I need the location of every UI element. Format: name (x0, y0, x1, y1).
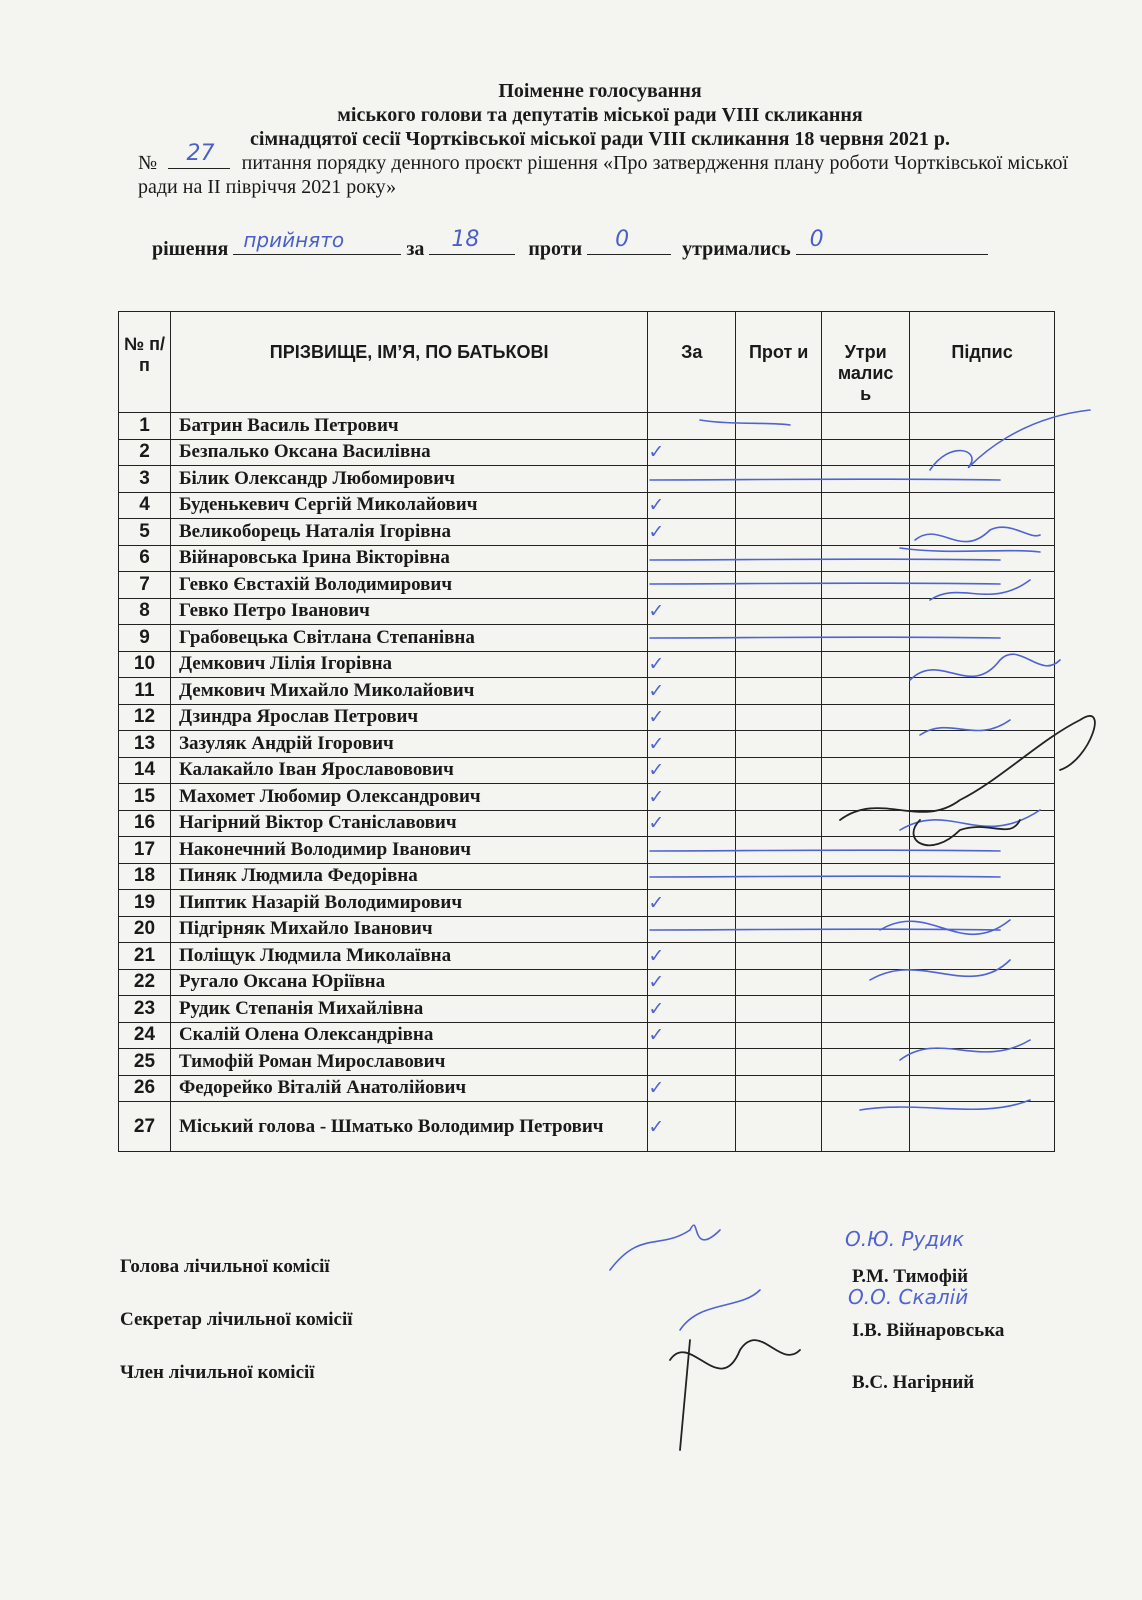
signature-cell (910, 651, 1055, 678)
member-name: Федорейко Віталій Анатолійович (170, 1075, 647, 1102)
row-number: 8 (119, 598, 171, 625)
vote-against-cell (736, 519, 822, 546)
row-number: 6 (119, 545, 171, 572)
row-number: 7 (119, 572, 171, 599)
member-name: Білик Олександр Любомирович (170, 466, 647, 493)
column-header-for: За (648, 312, 736, 413)
member-name: Наконечний Володимир Іванович (170, 837, 647, 864)
commission-member-label: Член лічильної комісії (120, 1362, 315, 1383)
commission-chair-name: Р.М. Тимофій (852, 1266, 969, 1287)
vote-abstained-cell (822, 625, 910, 652)
vote-against-cell (736, 413, 822, 440)
signature-cell (910, 439, 1055, 466)
member-name: Калакайло Іван Ярославовович (170, 757, 647, 784)
vote-against-cell (736, 651, 822, 678)
row-number: 9 (119, 625, 171, 652)
member-name: Рудик Степанія Михайлівна (170, 996, 647, 1023)
signature-cell (910, 863, 1055, 890)
vote-against-cell (736, 916, 822, 943)
question-number-field (168, 141, 230, 169)
vote-against-cell (736, 625, 822, 652)
member-name: Ругало Оксана Юріївна (170, 969, 647, 996)
row-number: 18 (119, 863, 171, 890)
signature-cell (910, 810, 1055, 837)
member-name: Великоборець Наталія Ігорівна (170, 519, 647, 546)
table-row (119, 545, 1055, 572)
vote-for-cell (648, 837, 736, 864)
vote-against-cell (736, 837, 822, 864)
row-number: 3 (119, 466, 171, 493)
member-name: Грабовецька Світлана Степанівна (170, 625, 647, 652)
for-label: за (406, 238, 425, 260)
signature-cell (910, 837, 1055, 864)
table-row (119, 598, 1055, 625)
signature-cell (910, 519, 1055, 546)
agenda-question (138, 141, 1069, 199)
commission-secretary-name: І.В. Війнаровська (852, 1320, 1005, 1341)
signature-cell (910, 757, 1055, 784)
vote-for-cell: ✓ (648, 651, 736, 678)
table-row (119, 1075, 1055, 1102)
vote-abstained-cell (822, 598, 910, 625)
vote-for-cell: ✓ (648, 757, 736, 784)
vote-against-cell (736, 969, 822, 996)
table-row (119, 969, 1055, 996)
vote-for-cell: ✓ (648, 810, 736, 837)
row-number: 26 (119, 1075, 171, 1102)
against-field (587, 227, 671, 255)
member-name: Демкович Михайло Миколайович (170, 678, 647, 705)
signature-cell (910, 890, 1055, 917)
vote-for-cell (648, 545, 736, 572)
table-row (119, 651, 1055, 678)
vote-against-cell (736, 890, 822, 917)
vote-against-cell (736, 678, 822, 705)
chair-handwritten-initials: О.Ю. Рудик (845, 1227, 965, 1251)
vote-abstained-cell (822, 731, 910, 758)
table-row (119, 1022, 1055, 1049)
vote-abstained-cell (822, 837, 910, 864)
vote-against-cell (736, 572, 822, 599)
member-name: Гевко Петро Іванович (170, 598, 647, 625)
member-name: Нагірний Віктор Станіславович (170, 810, 647, 837)
against-label: проти (528, 238, 583, 260)
member-name: Махомет Любомир Олександрович (170, 784, 647, 811)
vote-against-cell (736, 784, 822, 811)
table-row (119, 863, 1055, 890)
vote-abstained-cell (822, 757, 910, 784)
vote-abstained-cell (822, 1022, 910, 1049)
vote-for-cell (648, 863, 736, 890)
row-number: 24 (119, 1022, 171, 1049)
column-header-against: Прот и (736, 312, 822, 413)
table-row (119, 678, 1055, 705)
table-row (119, 996, 1055, 1023)
vote-abstained-cell (822, 439, 910, 466)
vote-for-cell: ✓ (648, 678, 736, 705)
vote-for-cell (648, 625, 736, 652)
table-row (119, 943, 1055, 970)
member-name: Поліщук Людмила Миколаївна (170, 943, 647, 970)
signature-cell (910, 731, 1055, 758)
vote-abstained-cell (822, 916, 910, 943)
signature-scribble (670, 1340, 800, 1450)
member-name: Батрин Василь Петрович (170, 413, 647, 440)
member-name: Зазуляк Андрій Ігорович (170, 731, 647, 758)
vote-for-cell: ✓ (648, 439, 736, 466)
vote-abstained-cell (822, 969, 910, 996)
vote-for-cell: ✓ (648, 996, 736, 1023)
vote-against-cell (736, 1075, 822, 1102)
vote-against-cell (736, 1022, 822, 1049)
vote-for-cell (648, 413, 736, 440)
signature-cell (910, 678, 1055, 705)
voting-table (118, 311, 1055, 1152)
member-name: Пиняк Людмила Федорівна (170, 863, 647, 890)
signature-scribble (610, 1225, 720, 1270)
table-row (119, 731, 1055, 758)
signature-cell (910, 625, 1055, 652)
signature-cell (910, 704, 1055, 731)
row-number: 15 (119, 784, 171, 811)
vote-for-cell: ✓ (648, 519, 736, 546)
signature-cell (910, 1022, 1055, 1049)
row-number: 22 (119, 969, 171, 996)
signature-cell (910, 784, 1055, 811)
signature-cell (910, 413, 1055, 440)
vote-against-cell (736, 598, 822, 625)
table-row (119, 810, 1055, 837)
vote-for-cell: ✓ (648, 598, 736, 625)
row-number: 2 (119, 439, 171, 466)
vote-for-cell: ✓ (648, 704, 736, 731)
vote-for-cell: ✓ (648, 1102, 736, 1152)
vote-abstained-cell (822, 492, 910, 519)
member-name: Дзиндра Ярослав Петрович (170, 704, 647, 731)
column-header-number: № п/п (119, 312, 171, 413)
signature-cell (910, 572, 1055, 599)
vote-against-cell (736, 1049, 822, 1076)
vote-for-cell: ✓ (648, 890, 736, 917)
signature-cell (910, 1075, 1055, 1102)
member-name: Демкович Лілія Ігорівна (170, 651, 647, 678)
vote-for-cell: ✓ (648, 492, 736, 519)
table-row (119, 439, 1055, 466)
vote-for-cell: ✓ (648, 784, 736, 811)
member-name: Буденькевич Сергій Миколайович (170, 492, 647, 519)
vote-for-cell (648, 572, 736, 599)
table-row (119, 916, 1055, 943)
row-number: 10 (119, 651, 171, 678)
member-name: Тимофій Роман Мирославович (170, 1049, 647, 1076)
vote-against-cell (736, 863, 822, 890)
vote-against-cell (736, 1102, 822, 1152)
vote-abstained-cell (822, 863, 910, 890)
vote-for-cell (648, 916, 736, 943)
member-name: Гевко Євстахій Володимирович (170, 572, 647, 599)
signature-cell (910, 1102, 1055, 1152)
commission-chair-label: Голова лічильної комісії (120, 1256, 330, 1277)
table-row (119, 413, 1055, 440)
vote-for-cell (648, 466, 736, 493)
signature-cell (910, 916, 1055, 943)
vote-against-cell (736, 943, 822, 970)
table-row (119, 625, 1055, 652)
table-row (119, 784, 1055, 811)
vote-abstained-cell (822, 943, 910, 970)
row-number: 14 (119, 757, 171, 784)
signature-cell (910, 545, 1055, 572)
vote-abstained-cell (822, 413, 910, 440)
signature-cell (910, 492, 1055, 519)
commission-secretary-label: Секретар лічильної комісії (120, 1309, 353, 1330)
vote-against-cell (736, 492, 822, 519)
vote-abstained-cell (822, 519, 910, 546)
table-row (119, 1049, 1055, 1076)
table-row (119, 466, 1055, 493)
row-number: 5 (119, 519, 171, 546)
vote-for-cell: ✓ (648, 1075, 736, 1102)
session-line: сімнадцятої сесії Чортківської міської ради VIII скликання 18 червня 2021 р. (250, 128, 950, 150)
commission-signatures-blue (610, 1225, 760, 1330)
member-name: Підгірняк Михайло Іванович (170, 916, 647, 943)
vote-against-cell (736, 810, 822, 837)
signature-scribble (680, 1290, 760, 1330)
decision-line (152, 227, 988, 261)
column-header-signature: Підпис (910, 312, 1055, 413)
vote-for-cell: ✓ (648, 943, 736, 970)
row-number: 16 (119, 810, 171, 837)
vote-abstained-cell (822, 1049, 910, 1076)
signature-cell (910, 996, 1055, 1023)
column-header-name: ПРІЗВИЩЕ, ІМ’Я, ПО БАТЬКОВІ (170, 312, 647, 413)
row-number: 4 (119, 492, 171, 519)
row-number: 20 (119, 916, 171, 943)
signature-cell (910, 969, 1055, 996)
decision-value: прийнято (243, 228, 345, 252)
table-row (119, 1102, 1055, 1152)
vote-abstained-cell (822, 545, 910, 572)
for-field (429, 227, 515, 255)
abstained-label: утримались (682, 238, 791, 260)
column-header-abstained: Утри малис ь (822, 312, 910, 413)
vote-abstained-cell (822, 996, 910, 1023)
secretary-handwritten-initials: О.О. Скалій (848, 1285, 969, 1309)
row-number: 1 (119, 413, 171, 440)
vote-abstained-cell (822, 890, 910, 917)
vote-against-cell (736, 757, 822, 784)
document-subtitle: міського голови та депутатів міської ради VIII скликання (337, 104, 863, 126)
abstained-value: 0 (809, 227, 824, 252)
signature-cell (910, 1049, 1055, 1076)
member-name: Безпалько Оксана Василівна (170, 439, 647, 466)
vote-abstained-cell (822, 678, 910, 705)
vote-abstained-cell (822, 810, 910, 837)
abstained-field (796, 227, 988, 255)
vote-against-cell (736, 545, 822, 572)
decision-label: рішення (152, 238, 229, 260)
vote-abstained-cell (822, 1102, 910, 1152)
table-row (119, 704, 1055, 731)
decision-field (233, 228, 401, 255)
commission-member-name: В.С. Нагірний (852, 1372, 975, 1393)
for-value: 18 (451, 227, 480, 252)
table-row (119, 837, 1055, 864)
row-number: 23 (119, 996, 171, 1023)
vote-for-cell: ✓ (648, 969, 736, 996)
row-number: 11 (119, 678, 171, 705)
row-number: 17 (119, 837, 171, 864)
document-title: Поіменне голосування (498, 80, 702, 102)
against-value: 0 (615, 227, 630, 252)
row-number: 25 (119, 1049, 171, 1076)
table-row (119, 492, 1055, 519)
signature-cell (910, 466, 1055, 493)
member-name: Війнаровська Ірина Вікторівна (170, 545, 647, 572)
question-number-value: 27 (186, 141, 215, 166)
member-name: Скалій Олена Олександрівна (170, 1022, 647, 1049)
vote-for-cell: ✓ (648, 1022, 736, 1049)
question-number-label: № (138, 152, 158, 174)
member-name: Пиптик Назарій Володимирович (170, 890, 647, 917)
table-row (119, 519, 1055, 546)
row-number: 21 (119, 943, 171, 970)
vote-against-cell (736, 731, 822, 758)
vote-abstained-cell (822, 466, 910, 493)
table-row (119, 890, 1055, 917)
signature-cell (910, 598, 1055, 625)
vote-abstained-cell (822, 572, 910, 599)
row-number: 19 (119, 890, 171, 917)
row-number: 13 (119, 731, 171, 758)
vote-against-cell (736, 996, 822, 1023)
question-text: питання порядку денного проєкт рішення «Про затвердження плану роботи Чортківської міської ради на ІІ півріччя 2021 року» (138, 152, 1069, 198)
vote-abstained-cell (822, 651, 910, 678)
signature-cell (910, 943, 1055, 970)
row-number: 27 (119, 1102, 171, 1152)
vote-for-cell: ✓ (648, 731, 736, 758)
table-row (119, 572, 1055, 599)
vote-against-cell (736, 439, 822, 466)
vote-abstained-cell (822, 1075, 910, 1102)
vote-abstained-cell (822, 784, 910, 811)
vote-for-cell (648, 1049, 736, 1076)
row-number: 12 (119, 704, 171, 731)
vote-abstained-cell (822, 704, 910, 731)
member-name: Міський голова - Шматько Володимир Петрович (170, 1102, 647, 1152)
vote-against-cell (736, 704, 822, 731)
vote-against-cell (736, 466, 822, 493)
table-row (119, 757, 1055, 784)
